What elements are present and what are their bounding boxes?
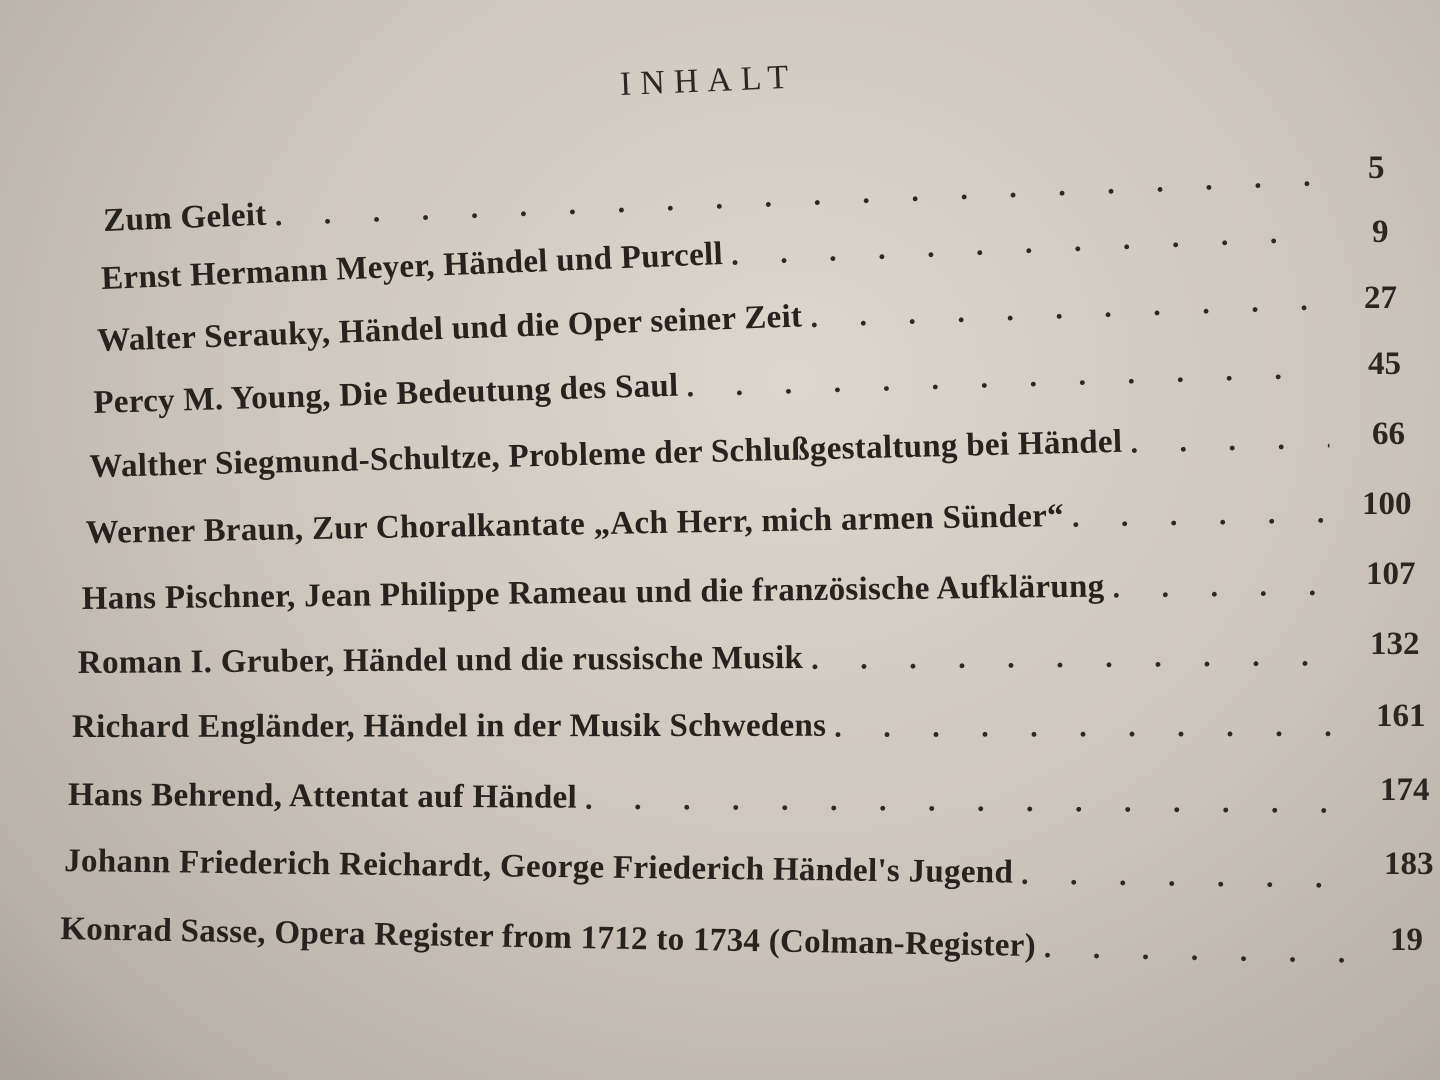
toc-page-number: 66 [1372,416,1405,452]
toc-page-number: 174 [1380,772,1430,808]
toc-dot-leader [803,639,1336,677]
toc-dot-leader [1104,569,1334,606]
toc-dot-leader [678,352,1319,405]
toc-entry-title: Percy M. Young, Die Bedeutung des Saul [92,367,679,422]
toc-row [81,559,1333,618]
toc-entry-title: Johann Friederich Reichardt, George Friederich Händel's Jugend [64,843,1014,891]
toc-page-number: 9 [1372,214,1389,250]
toc-dot-leader [1064,496,1334,535]
toc-page-number: 107 [1366,556,1416,592]
toc-entry-title: Walther Siegmund-Schultze, Probleme der Schlußgestaltung bei Händel [89,423,1123,486]
toc-row [89,412,1330,486]
toc-entry-title: Walter Serauky, Händel und die Oper seiner Zeit [96,298,803,360]
toc-row [85,486,1334,552]
toc-page-number: 27 [1364,280,1397,316]
toc-page-number: 132 [1370,626,1420,662]
toc-entry-title: Zum Geleit [102,196,268,240]
toc-dot-leader [826,710,1336,745]
toc-entry-title: Hans Pischner, Jean Philippe Rameau und die französische Aufklärung [81,568,1105,618]
toc-row [60,904,1345,970]
toc-entry-title: Roman I. Gruber, Händel und die russische Musik [77,639,804,681]
toc-page-number: 183 [1384,846,1434,882]
toc-dot-leader [722,215,1317,273]
page-title: INHALT [619,58,799,103]
toc-page-number: 19 [1390,922,1423,958]
toc-row [64,836,1342,896]
toc-page-number: 100 [1362,486,1412,522]
toc-entry-title: Ernst Hermann Meyer, Händel und Purcell [100,236,724,298]
toc-dot-leader [1122,422,1330,461]
toc-page-number: 45 [1368,346,1401,382]
toc-row [72,700,1336,746]
toc-dot-leader [1036,931,1345,970]
toc-dot-leader [1013,858,1342,896]
toc-entry-title: Konrad Sasse, Opera Register from 1712 to 1734 (Colman-Register) [60,911,1037,965]
toc-page-number: 5 [1368,150,1385,186]
toc-entry-title: Werner Braun, Zur Choralkantate „Ach Herr, mich armen Sünder“ [85,497,1065,552]
toc-row [78,629,1336,682]
toc-dot-leader [802,283,1320,335]
toc-page-number: 161 [1376,698,1426,734]
toc-entry-title: Richard Engländer, Händel in der Musik Schwedens [71,707,827,745]
toc-dot-leader [577,783,1340,821]
toc-row [68,770,1340,821]
toc-entry-title: Hans Behrend, Attentat auf Händel [68,777,578,816]
